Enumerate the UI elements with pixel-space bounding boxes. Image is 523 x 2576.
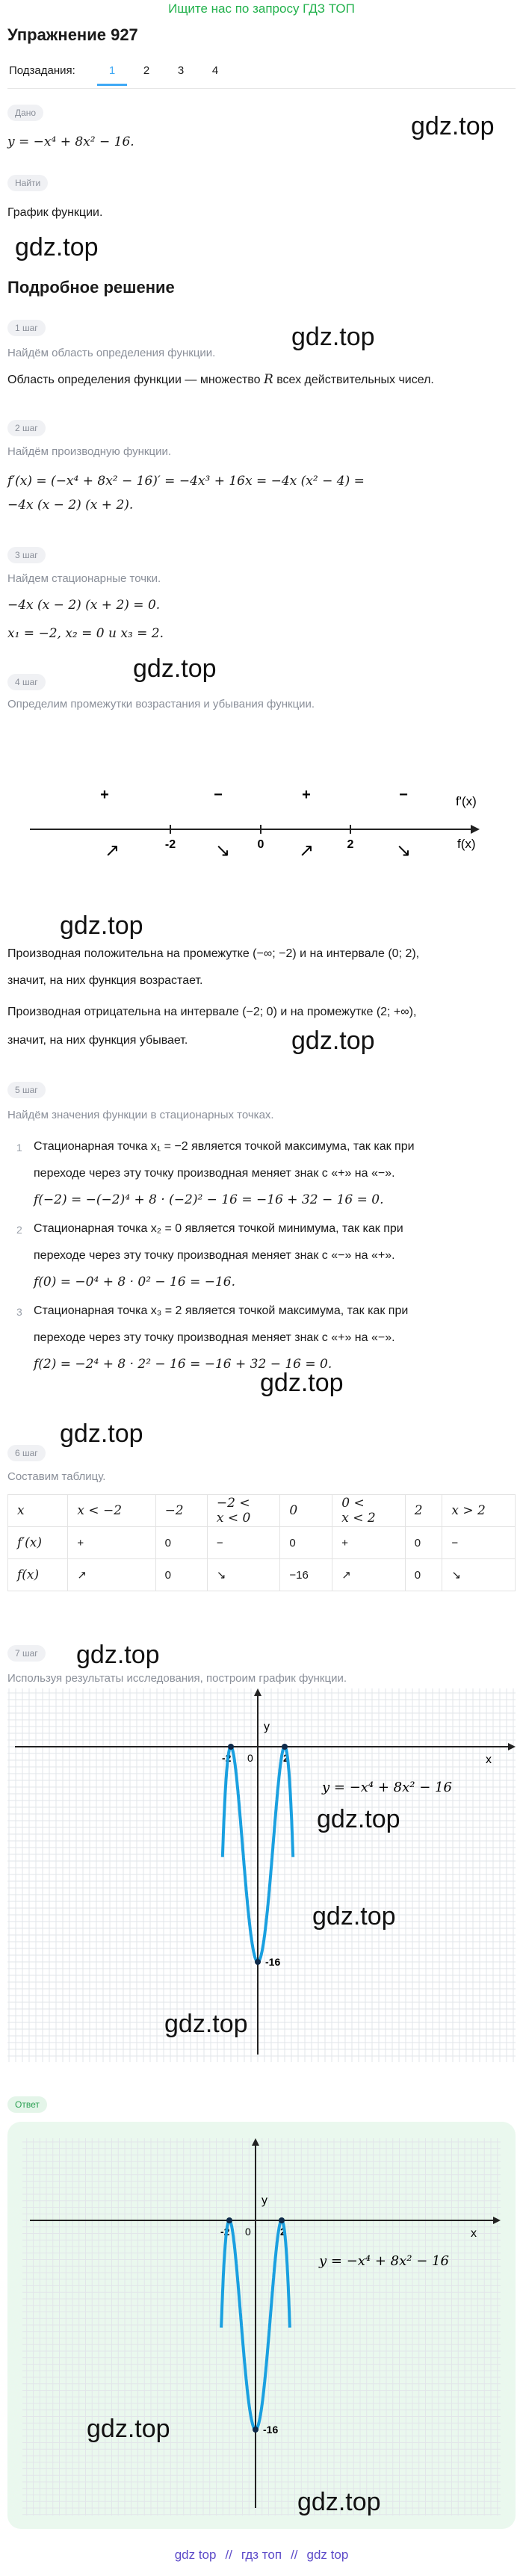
y-axis-arrow-icon xyxy=(254,1688,262,1696)
function-formula: y = −x⁴ + 8x² − 16 xyxy=(322,1780,452,1795)
step-1-text: Область определения функции — множество R всех действительных чисел. xyxy=(7,372,434,387)
watermark: gdz.top xyxy=(76,1641,160,1669)
increase-arrow-icon: ↗ xyxy=(104,840,120,861)
sign-label: − xyxy=(214,787,223,803)
list-item: переходе через эту точку производная меняет знак с «+» на «−». xyxy=(34,1331,395,1344)
step-7-chip: 7 шаг xyxy=(7,1645,46,1662)
find-text: График функции. xyxy=(7,206,103,219)
table-cell: 0 xyxy=(155,1559,207,1591)
table-cell: x < −2 xyxy=(68,1495,155,1527)
step-4-p2b: значит, на них функция убывает. xyxy=(7,1034,188,1047)
subtasks-label: Подзадания: xyxy=(9,64,75,77)
min-point xyxy=(253,2427,259,2433)
min-point xyxy=(255,1959,261,1965)
table-cell: 0 < x < 2 xyxy=(332,1495,406,1527)
min-value-label: -16 xyxy=(265,1956,281,1968)
origin-label: 0 xyxy=(247,1752,253,1764)
step-6-title: Составим таблицу. xyxy=(7,1470,106,1483)
table-cell: −16 xyxy=(280,1559,332,1591)
sign-label: + xyxy=(302,787,311,803)
footer-separator: // xyxy=(225,2548,232,2562)
step-2-eq2: −4x (x − 2) (x + 2). xyxy=(7,498,134,513)
table-cell: f(x) xyxy=(8,1559,68,1591)
step-3-eq1: −4x (x − 2) (x + 2) = 0. xyxy=(7,598,161,613)
given-chip: Дано xyxy=(7,105,43,121)
list-item: переходе через эту точку производная меняет знак с «−» на «+». xyxy=(34,1249,395,1262)
watermark: gdz.top xyxy=(260,1369,344,1397)
max-point xyxy=(279,2217,285,2223)
x-axis-label: x xyxy=(486,1753,492,1766)
step-4-p1: Производная положительна на промежутке (−∞; −2) и на интервале (0; 2), xyxy=(7,947,420,960)
table-cell: x xyxy=(8,1495,68,1527)
x-axis-arrow-icon xyxy=(508,1743,516,1750)
table-cell: + xyxy=(68,1527,155,1559)
step-6-chip: 6 шаг xyxy=(7,1445,46,1461)
step-1-chip: 1 шаг xyxy=(7,320,46,336)
step-1-title: Найдём область определения функции. xyxy=(7,347,216,359)
watermark: gdz.top xyxy=(164,2010,248,2038)
watermark: gdz.top xyxy=(291,1027,375,1055)
footer-link[interactable]: гдз топ xyxy=(241,2548,282,2562)
function-formula: y = −x⁴ + 8x² − 16 xyxy=(319,2253,449,2269)
origin-label: 0 xyxy=(245,2226,251,2238)
tab-3[interactable]: 3 xyxy=(177,64,185,77)
watermark: gdz.top xyxy=(317,1805,400,1833)
table-cell: ↗ xyxy=(332,1559,406,1591)
point-label: 2 xyxy=(347,838,354,851)
tick-label: -2 xyxy=(220,2226,230,2238)
min-value-label: -16 xyxy=(263,2424,279,2436)
decrease-arrow-icon: ↘ xyxy=(395,840,412,861)
watermark: gdz.top xyxy=(133,654,217,683)
watermark: gdz.top xyxy=(291,323,375,351)
step-2-eq1: f′(x) = (−x⁴ + 8x² − 16)′ = −4x³ + 16x = −4x (x² − 4) = xyxy=(7,474,365,489)
page-title: Упражнение 927 xyxy=(7,25,138,44)
sign-label: + xyxy=(100,787,109,803)
table-cell: − xyxy=(207,1527,280,1559)
step-4-p1b: значит, на них функция возрастает. xyxy=(7,974,203,987)
list-item: Стационарная точка x₃ = 2 является точкой максимума, так как при xyxy=(34,1304,409,1317)
x-axis-arrow-icon xyxy=(493,2217,501,2224)
table-cell: 0 xyxy=(405,1559,442,1591)
watermark: gdz.top xyxy=(60,1419,143,1448)
table-cell: ↘ xyxy=(442,1559,516,1591)
table-cell: + xyxy=(332,1527,406,1559)
given-equation: y = −x⁴ + 8x² − 16. xyxy=(7,134,134,149)
y-axis-label: y xyxy=(262,2194,267,2207)
list-item-eq: f(−2) = −(−2)⁴ + 8 · (−2)² − 16 = −16 + 32 − 16 = 0. xyxy=(34,1192,384,1207)
max-point xyxy=(226,2217,232,2223)
sign-chart xyxy=(0,777,523,867)
tab-1[interactable]: 1 xyxy=(108,64,116,77)
table-cell: 0 xyxy=(155,1527,207,1559)
step-2-chip: 2 шаг xyxy=(7,420,46,436)
table-row xyxy=(8,1559,516,1591)
list-item: Стационарная точка x₂ = 0 является точкой минимума, так как при xyxy=(34,1222,403,1235)
list-number: 2 xyxy=(16,1224,22,1236)
watermark: gdz.top xyxy=(312,1902,396,1931)
max-point xyxy=(228,1744,234,1750)
answer-graph xyxy=(22,2138,501,2515)
watermark: gdz.top xyxy=(15,233,99,261)
list-item-eq: f(0) = −0⁴ + 8 · 0² − 16 = −16. xyxy=(34,1275,236,1289)
watermark: gdz.top xyxy=(411,112,495,140)
list-item: переходе через эту точку производная меняет знак с «+» на «−». xyxy=(34,1167,395,1180)
divider xyxy=(7,88,516,89)
table-cell: −2 xyxy=(155,1495,207,1527)
table-cell: 0 xyxy=(405,1527,442,1559)
max-point xyxy=(282,1744,288,1750)
tab-2[interactable]: 2 xyxy=(143,64,150,77)
footer-link[interactable]: gdz top xyxy=(174,2548,217,2562)
tab-4[interactable]: 4 xyxy=(211,64,219,77)
table-cell: x > 2 xyxy=(442,1495,516,1527)
tick-label: 2 xyxy=(280,2226,286,2238)
list-number: 1 xyxy=(16,1142,22,1154)
tick-label: 2 xyxy=(283,1752,289,1764)
step-5-title: Найдём значения функции в стационарных точках. xyxy=(7,1109,274,1121)
footer-link[interactable]: gdz top xyxy=(306,2548,349,2562)
watermark: gdz.top xyxy=(60,911,143,940)
top-banner-link[interactable]: Ищите нас по запросу ГДЗ ТОП xyxy=(168,1,355,16)
point-label: -2 xyxy=(164,838,176,851)
find-chip: Найти xyxy=(7,175,48,191)
watermark: gdz.top xyxy=(297,2488,381,2516)
table-cell: 2 xyxy=(405,1495,442,1527)
decrease-arrow-icon: ↘ xyxy=(214,840,231,861)
list-item-eq: f(2) = −2⁴ + 8 · 2² − 16 = −16 + 32 − 16 = 0. xyxy=(34,1357,332,1372)
table-cell: f′(x) xyxy=(8,1527,68,1559)
table-row xyxy=(8,1527,516,1559)
answer-chip: Ответ xyxy=(7,2096,47,2113)
step-4-title: Определим промежутки возрастания и убывания функции. xyxy=(7,698,315,710)
step-2-title: Найдём производную функции. xyxy=(7,445,171,458)
list-number: 3 xyxy=(16,1306,22,1318)
list-item: Стационарная точка x₁ = −2 является точкой максимума, так как при xyxy=(34,1140,415,1153)
table-cell: 0 xyxy=(280,1495,332,1527)
table-cell: ↘ xyxy=(207,1559,280,1591)
active-tab-indicator xyxy=(97,84,127,86)
point-label: 0 xyxy=(257,838,264,851)
footer-links xyxy=(0,2548,523,2563)
table-cell: − xyxy=(442,1527,516,1559)
step-4-chip: 4 шаг xyxy=(7,674,46,690)
table-cell: ↗ xyxy=(68,1559,155,1591)
table-header-row xyxy=(8,1495,516,1527)
tick-label: -2 xyxy=(222,1752,232,1764)
increase-arrow-icon: ↗ xyxy=(298,840,315,861)
step-3-title: Найдем стационарные точки. xyxy=(7,572,161,585)
sign-label: − xyxy=(399,787,408,803)
f-label: f(x) xyxy=(457,837,476,851)
step-3-eq2: x₁ = −2, x₂ = 0 и x₃ = 2. xyxy=(7,626,164,641)
step-4-p2: Производная отрицательна на интервале (−2; 0) и на промежутке (2; +∞), xyxy=(7,1006,417,1018)
solution-title: Подробное решение xyxy=(7,278,175,297)
y-axis-label: y xyxy=(264,1721,270,1733)
number-line-arrow-icon xyxy=(471,825,480,834)
watermark: gdz.top xyxy=(87,2415,170,2443)
step-5-chip: 5 шаг xyxy=(7,1082,46,1098)
x-axis-label: x xyxy=(471,2227,477,2240)
sign-table xyxy=(7,1494,516,1591)
function-graph xyxy=(7,1688,516,2062)
fprime-label: f'(x) xyxy=(456,794,477,808)
step-7-title: Используя результаты исследования, построим график функции. xyxy=(7,1672,347,1685)
table-cell: 0 xyxy=(280,1527,332,1559)
footer-separator: // xyxy=(291,2548,298,2562)
table-cell: −2 < x < 0 xyxy=(207,1495,280,1527)
step-3-chip: 3 шаг xyxy=(7,547,46,563)
